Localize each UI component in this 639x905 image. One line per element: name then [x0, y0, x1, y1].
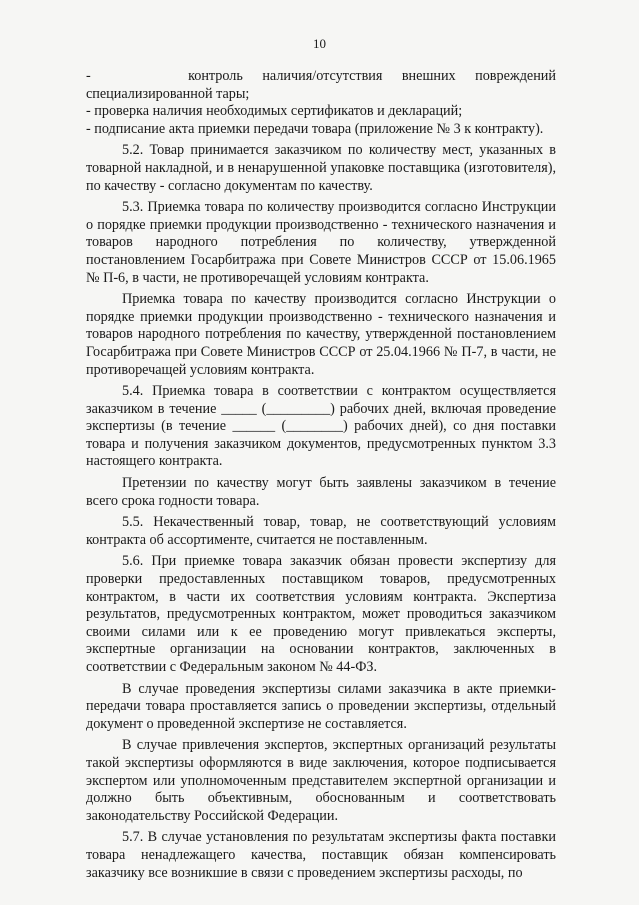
paragraph-claims: Претензии по качеству могут быть заявлены заказчиком в течение всего срока годности товара.	[86, 475, 556, 509]
paragraph-5-7: 5.7. В случае установления по результатам экспертизы факта поставки товара ненадлежащего качества, поставщик обязан компенсировать заказчику все возникшие в связи с проведением экспертизы расходы, по	[86, 829, 556, 881]
paragraph-5-4: 5.4. Приемка товара в соответствии с контрактом осуществляется заказчиком в течение _____ (_________) рабочих дней, включая проведение экспертизы (в течение ______ (________) рабочих дней), со дня поставки товара и получения заказчиком документов, предусмотренных пунктом 3.3 настоящего контракта.	[86, 383, 556, 470]
paragraph-list-item-3: - подписание акта приемки передачи товара (приложение № 3 к контракту).	[86, 120, 544, 137]
paragraph-5-5: 5.5. Некачественный товар, товар, не соответствующий условиям контракта об ассортименте, считается не поставленным.	[86, 514, 556, 548]
paragraph-quality-acceptance: Приемка товара по качеству производится согласно Инструкции о порядке приемки продукции производственно - технического назначения и товаров народного потребления по качеству, утвержденной постановлением Госарбитража при Совете Министров СССР от 25.04.1966 № П-7, в части, не противоречащей условиям контракта.	[86, 291, 556, 378]
paragraph-5-2: 5.2. Товар принимается заказчиком по количеству мест, указанных в товарной накладной, и в ненарушенной упаковке поставщика (изготовителя), по качеству - согласно документам по качеству.	[86, 142, 556, 194]
paragraph-5-3: 5.3. Приемка товара по количеству производится согласно Инструкции о порядке приемки продукции производственно - технического назначения и товаров народного потребления по количеству, утвержденной постановлением Госарбитража при Совете Министров СССР от 15.06.1965 № П-6, в части, не противоречащей условиям контракта.	[86, 199, 556, 286]
paragraph-own-expertise: В случае проведения экспертизы силами заказчика в акте приемки-передачи товара проставляется запись о проведении экспертизы, отдельный документ о проведенной экспертизе не составляется.	[86, 680, 556, 732]
paragraph-list-item-1: - контроль наличия/отсутствия внешних повреждений специализированной тары;	[86, 68, 556, 102]
paragraph-external-experts: В случае привлечения экспертов, экспертных организаций результаты такой экспертизы оформляются в виде заключения, которое подписывается экспертом или уполномоченным представителем экспертной организации и должно быть объективным, обоснованным и соответствовать законодательству Российской Федерации.	[86, 737, 556, 824]
paragraph-5-6: 5.6. При приемке товара заказчик обязан провести экспертизу для проверки предоставленных поставщиком товаров, предусмотренных контрактом, в части их соответствия условиям контракта. Экспертиза результатов, предусмотренных контрактом, может проводиться заказчиком своими силами или к ее проведению могут привлекаться эксперты, экспертные организации на основании контрактов, заключенных в соответствии с Федеральным законом № 44-ФЗ.	[86, 553, 556, 675]
document-body	[86, 68, 556, 886]
paragraph-list-item-2: - проверка наличия необходимых сертификатов и деклараций;	[86, 103, 463, 120]
page-number: 10	[313, 36, 326, 51]
